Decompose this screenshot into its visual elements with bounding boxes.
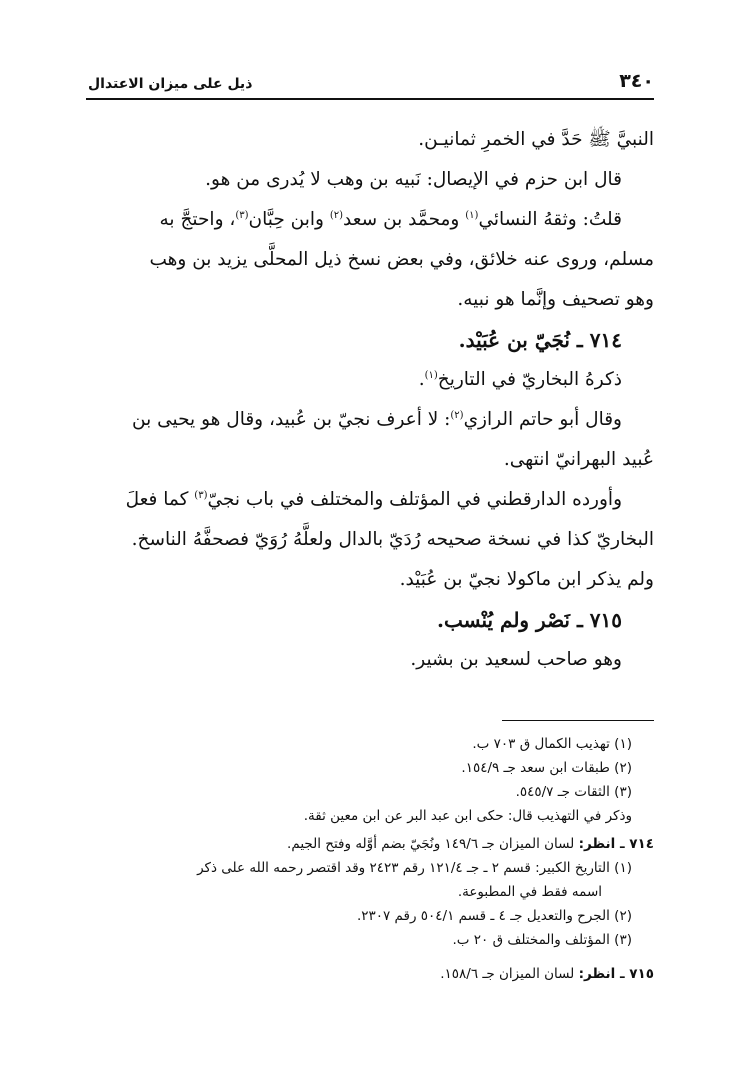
footnote: (١) التاريخ الكبير: قسم ٢ ـ جـ ١٢١/٤ رقم ٢٤٢٣ وقد اقتصر رحمه الله على ذكر bbox=[197, 860, 632, 876]
footnote: (٣) المؤتلف والمختلف ق ٢٠ ب. bbox=[452, 932, 632, 948]
text-line: البخاريّ كذا في نسخة صحيحه رُدَيّ بالدال ولعلَّهُ رُوَيّ فصحفَّهُ الناسخ. bbox=[131, 529, 654, 550]
text-line: قلتُ: وثقهُ النسائي$^{(١)}$ ومحمَّد بن سعد$^{(٢)}$ وابن حِبَّان$^{(٣)}$، واحتجَّ به bbox=[159, 209, 622, 230]
text-line: وأورده الدارقطني في المؤتلف والمختلف في باب نجيّ$^{(٣)}$ كما فعلَ bbox=[125, 489, 622, 510]
footnote-group-714 bbox=[86, 832, 654, 952]
text-line: وهو صاحب لسعيد بن بشير. bbox=[410, 649, 622, 670]
text-line: قال ابن حزم في الإيصال: نَبيه بن وهب لا يُدرى من هو. bbox=[205, 169, 622, 190]
footnote: وذكر في التهذيب قال: حكى ابن عبد البر عن ابن معين ثقة. bbox=[303, 808, 632, 824]
main-text bbox=[86, 120, 654, 680]
text-line: عُبيد البهرانيّ انتهى. bbox=[503, 449, 654, 470]
footnote-ref: (٣) bbox=[235, 209, 249, 221]
footnote-ref: (٢) bbox=[329, 209, 344, 221]
footnote: (٢) طبقات ابن سعد جـ ١٥٤/٩. bbox=[461, 760, 632, 776]
entry-heading-715: ٧١٥ ـ نَصْر ولم يُنْسب. bbox=[437, 608, 622, 632]
footnote: ٧١٤ ـ انظر: لسان الميزان جـ ١٤٩/٦ ونُجَيّ بضم أوَّله وفتح الجيم. bbox=[287, 836, 654, 852]
footnote: (٣) الثقات جـ ٥٤٥/٧. bbox=[515, 784, 632, 800]
text-line: مسلم، وروى عنه خلائق، وفي بعض نسخ ذيل المحلَّى يزيد بن وهب bbox=[149, 249, 654, 270]
text-line: ولم يذكر ابن ماكولا نجيّ بن عُبَيْد. bbox=[399, 569, 654, 590]
footnote-separator bbox=[502, 720, 654, 721]
running-title: ذيل على ميزان الاعتدال bbox=[88, 76, 253, 92]
entry-heading-714: ٧١٤ ـ نُجَيّ بن عُبَيْد. bbox=[458, 328, 622, 352]
text-line: وهو تصحيف وإنَّما هو نبيه. bbox=[457, 289, 654, 310]
footnote-ref: (٢) bbox=[450, 409, 464, 421]
footnotes bbox=[86, 732, 654, 986]
footnote-group-715 bbox=[86, 962, 654, 986]
footnote: (١) تهذيب الكمال ق ٧٠٣ ب. bbox=[472, 736, 632, 752]
footnote-ref: (١) bbox=[465, 209, 479, 221]
footnote-ref: (١) bbox=[424, 369, 438, 381]
text-line: وقال أبو حاتم الرازي$^{(٢)}$: لا أعرف نجيّ بن عُبيد، وقال هو يحيى بن bbox=[131, 409, 622, 430]
footnote-ref: (٣) bbox=[194, 489, 208, 501]
footnote: اسمه فقط في المطبوعة. bbox=[457, 884, 602, 900]
footnote: ٧١٥ ـ انظر: لسان الميزان جـ ١٥٨/٦. bbox=[440, 966, 654, 982]
page-number: ٣٤٠ bbox=[619, 70, 654, 92]
text-line: النبيَّ ﷺ حَدَّ في الخمرِ ثمانيـن. bbox=[418, 129, 654, 150]
footnote: (٢) الجرح والتعديل جـ ٤ ـ قسم ٥٠٤/١ رقم ٢٣٠٧. bbox=[356, 908, 632, 924]
header-rule bbox=[86, 98, 654, 100]
text-line: ذكرهُ البخاريّ في التاريخ$^{(١)}$. bbox=[418, 369, 622, 390]
footnote-group-713 bbox=[86, 732, 654, 828]
page-header bbox=[88, 66, 654, 92]
